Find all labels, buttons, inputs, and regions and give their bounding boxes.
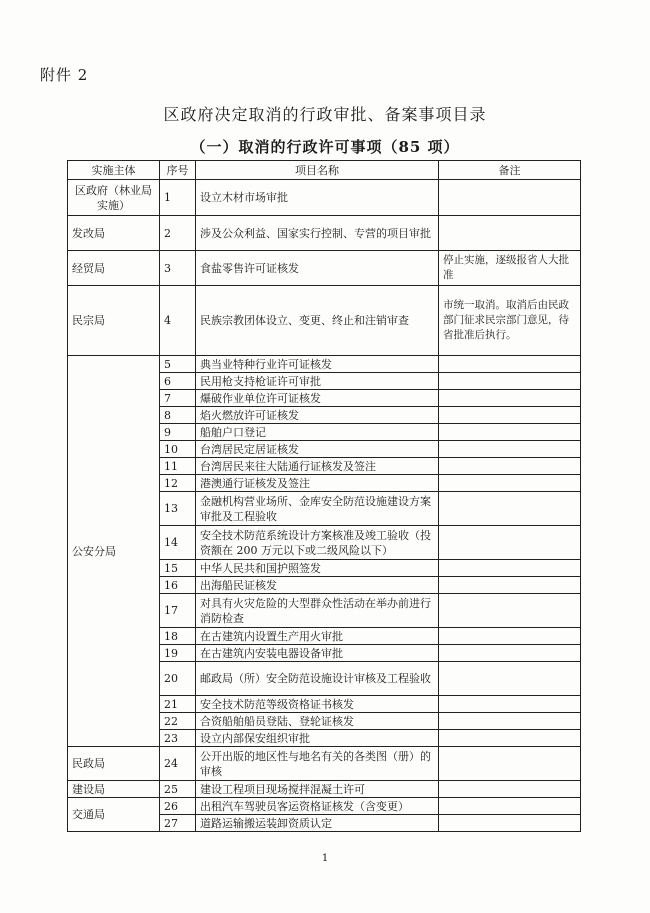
unit-cell: 交通局 xyxy=(68,798,160,832)
remark-cell xyxy=(439,216,581,251)
number-cell: 23 xyxy=(160,730,196,747)
remark-cell xyxy=(439,475,581,492)
number-cell: 7 xyxy=(160,390,196,407)
remark-cell xyxy=(439,730,581,747)
header-number: 序号 xyxy=(160,161,196,180)
remark-cell xyxy=(439,441,581,458)
table-row xyxy=(68,251,581,286)
number-cell: 21 xyxy=(160,696,196,713)
unit-cell: 区政府（林业局实施） xyxy=(68,180,160,216)
number-cell: 6 xyxy=(160,373,196,390)
number-cell: 14 xyxy=(160,526,196,560)
item-name-cell: 公开出版的地区性与地名有关的各类图（册）的审核 xyxy=(196,747,439,781)
remark-cell xyxy=(439,577,581,594)
remark-cell xyxy=(439,713,581,730)
item-name-cell: 合资船舶船员登陆、登轮证核发 xyxy=(196,713,439,730)
number-cell: 12 xyxy=(160,475,196,492)
remark-cell xyxy=(439,747,581,781)
item-name-cell: 出租汽车驾驶员客运资格证核发（含变更） xyxy=(196,798,439,815)
attachment-label: 附件 2 xyxy=(40,66,89,84)
remark-cell xyxy=(439,594,581,628)
remark-cell xyxy=(439,526,581,560)
remark-cell xyxy=(439,662,581,696)
remark-cell xyxy=(439,356,581,373)
number-cell: 20 xyxy=(160,662,196,696)
number-cell: 3 xyxy=(160,251,196,286)
unit-cell: 经贸局 xyxy=(68,251,160,286)
item-name-cell: 台湾居民定居证核发 xyxy=(196,441,439,458)
approval-items-table xyxy=(67,160,581,832)
item-name-cell: 道路运输搬运装卸资质认定 xyxy=(196,815,439,832)
unit-cell: 民政局 xyxy=(68,747,160,781)
item-name-cell: 典当业特种行业许可证核发 xyxy=(196,356,439,373)
item-name-cell: 设立内部保安组织审批 xyxy=(196,730,439,747)
item-name-cell: 出海船民证核发 xyxy=(196,577,439,594)
item-name-cell: 在古建筑内安装电器设备审批 xyxy=(196,645,439,662)
remark-cell xyxy=(439,424,581,441)
number-cell: 5 xyxy=(160,356,196,373)
page-number: 1 xyxy=(321,853,329,864)
number-cell: 17 xyxy=(160,594,196,628)
item-name-cell: 民族宗教团体设立、变更、终止和注销审查 xyxy=(196,286,439,356)
remark-cell xyxy=(439,373,581,390)
remark-cell xyxy=(439,458,581,475)
number-cell: 2 xyxy=(160,216,196,251)
remark-cell xyxy=(439,781,581,798)
item-name-cell: 金融机构营业场所、金库安全防范设施建设方案审批及工程验收 xyxy=(196,492,439,526)
remark-cell xyxy=(439,390,581,407)
unit-cell: 民宗局 xyxy=(68,286,160,356)
number-cell: 11 xyxy=(160,458,196,475)
number-cell: 25 xyxy=(160,781,196,798)
number-cell: 8 xyxy=(160,407,196,424)
remark-cell xyxy=(439,696,581,713)
number-cell: 18 xyxy=(160,628,196,645)
table-row xyxy=(68,356,581,373)
document-title: 区政府决定取消的行政审批、备案事项目录 xyxy=(163,105,487,124)
header-item-name: 项目名称 xyxy=(196,161,439,180)
item-name-cell: 爆破作业单位许可证核发 xyxy=(196,390,439,407)
number-cell: 9 xyxy=(160,424,196,441)
table-row xyxy=(68,286,581,356)
unit-cell: 公安分局 xyxy=(68,356,160,747)
remark-cell xyxy=(439,645,581,662)
item-name-cell: 设立木材市场审批 xyxy=(196,180,439,216)
document-subtitle: （一）取消的行政许可事项（85 项） xyxy=(190,138,460,156)
number-cell: 24 xyxy=(160,747,196,781)
table-row xyxy=(68,216,581,251)
item-name-cell: 安全技术防范系统设计方案核准及竣工验收（投资额在 200 万元以下或二级风险以下） xyxy=(196,526,439,560)
remark-cell xyxy=(439,492,581,526)
item-name-cell: 涉及公众利益、国家实行控制、专营的项目审批 xyxy=(196,216,439,251)
item-name-cell: 安全技术防范等级资格证书核发 xyxy=(196,696,439,713)
item-name-cell: 民用枪支持枪证许可审批 xyxy=(196,373,439,390)
item-name-cell: 中华人民共和国护照签发 xyxy=(196,560,439,577)
remark-cell xyxy=(439,407,581,424)
unit-cell: 发改局 xyxy=(68,216,160,251)
item-name-cell: 建设工程项目现场搅拌混凝土许可 xyxy=(196,781,439,798)
remark-cell xyxy=(439,798,581,815)
item-name-cell: 港澳通行证核发及签注 xyxy=(196,475,439,492)
unit-cell: 建设局 xyxy=(68,781,160,798)
remark-cell xyxy=(439,815,581,832)
remark-cell: 市统一取消。取消后由民政部门征求民宗部门意见，待省批准后执行。 xyxy=(439,286,581,356)
number-cell: 1 xyxy=(160,180,196,216)
number-cell: 13 xyxy=(160,492,196,526)
table-row xyxy=(68,747,581,781)
header-remark: 备注 xyxy=(439,161,581,180)
number-cell: 27 xyxy=(160,815,196,832)
number-cell: 16 xyxy=(160,577,196,594)
table-row xyxy=(68,180,581,216)
remark-cell xyxy=(439,560,581,577)
remark-cell xyxy=(439,180,581,216)
remark-cell: 停止实施，逐级报省人大批准 xyxy=(439,251,581,286)
item-name-cell: 船舶户口登记 xyxy=(196,424,439,441)
item-name-cell: 邮政局（所）安全防范设施设计审核及工程验收 xyxy=(196,662,439,696)
table-header-row xyxy=(68,161,581,180)
item-name-cell: 食盐零售许可证核发 xyxy=(196,251,439,286)
remark-cell xyxy=(439,628,581,645)
item-name-cell: 在古建筑内设置生产用火审批 xyxy=(196,628,439,645)
number-cell: 19 xyxy=(160,645,196,662)
item-name-cell: 台湾居民来往大陆通行证核发及签注 xyxy=(196,458,439,475)
number-cell: 22 xyxy=(160,713,196,730)
header-unit: 实施主体 xyxy=(68,161,160,180)
item-name-cell: 对具有火灾危险的大型群众性活动在举办前进行消防检查 xyxy=(196,594,439,628)
item-name-cell: 焰火燃放许可证核发 xyxy=(196,407,439,424)
number-cell: 10 xyxy=(160,441,196,458)
table-row xyxy=(68,798,581,815)
number-cell: 4 xyxy=(160,286,196,356)
number-cell: 15 xyxy=(160,560,196,577)
number-cell: 26 xyxy=(160,798,196,815)
table-row xyxy=(68,781,581,798)
